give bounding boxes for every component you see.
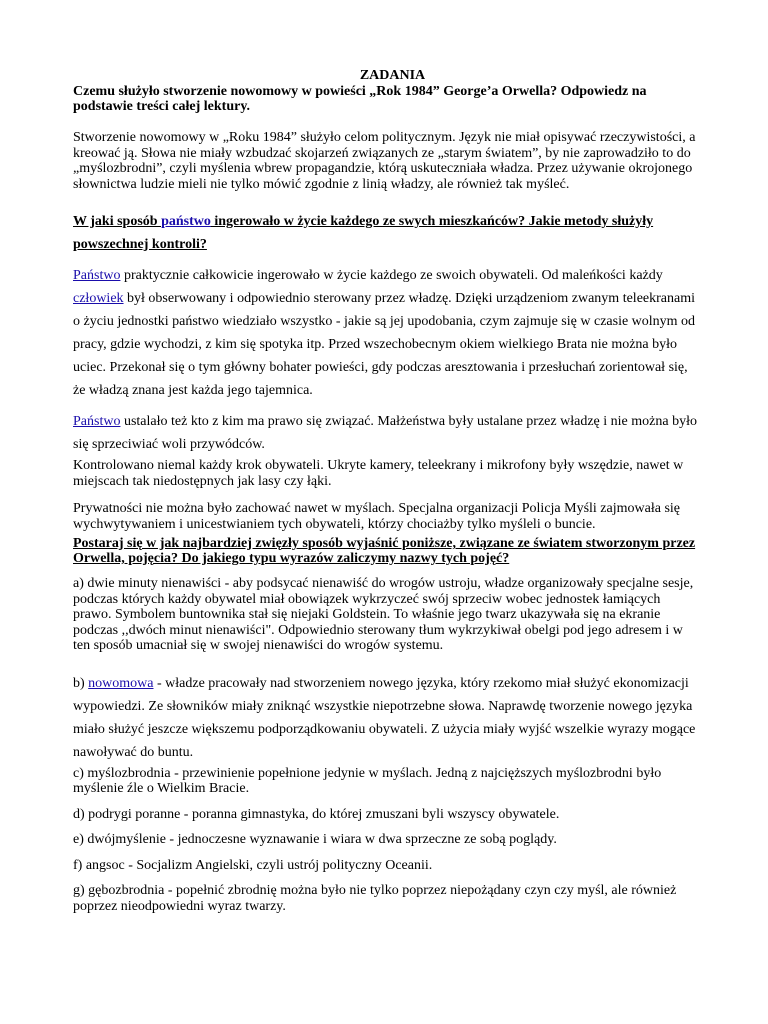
paragraph-privacy: Prywatności nie można było zachować nawet w myślach. Specjalna organizacji Policja Myśli zajmowała się wychwytywaniem i unicestwianiem tych obywateli, którzy chociażby tylko myśleli o buncie. <box>73 501 680 532</box>
item-b-text: - władze pracowały nad stworzeniem nowego języka, który rzekomo miał służyć ekonomizacji wypowiedzi. Ze słowników miały zniknąć wszystkie niepotrzebne słowa. Naprawdę tworzenie nowego języka miało służyć jeszcze większemu podporządkowaniu obywateli. Z użycia miały wyjść wszelkie wyrazy mogące nawoływać do buntu. <box>73 675 696 760</box>
question-1: Czemu służyło stworzenie nowomowy w powieści „Rok 1984” George’a Orwella? Odpowiedz na podstawie treści całej lektury. <box>73 84 647 114</box>
paragraph-control-text-1: praktycznie całkowicie ingerowało w życie każdego ze swoich obywateli. Od maleńkości każdy <box>120 268 663 283</box>
question-3: Postaraj się w jak najbardziej zwięzły sposób wyjaśnić poniższe, związane ze światem stworzonym przez Orwella, pojęcia? Do jakiego typu wyrazów zaliczymy nazwy tych pojęć? <box>73 536 696 566</box>
link-panstwo-question[interactable]: państwo <box>161 214 211 229</box>
item-d: d) podrygi poranne - poranna gimnastyka, do której zmuszani byli wszyscy obywatele. <box>73 806 560 822</box>
paragraph-surveillance: Kontrolowano niemal każdy krok obywateli. Ukryte kamery, teleekrany i mikrofony były wszędzie, nawet w miejscach tak niedostępnych jak lasy czy łąki. <box>73 458 684 489</box>
paragraph-control-text-2: był obserwowany i odpowiednio sterowany przez władzę. Dzięki urządzeniom zwanym teleekranami o życiu jednostki państwo wiedziało wszystko - jakie są jej upodobania, czym zajmuje się w czasie wolnym od pracy, gdzie wychodzi, z kim się spotyka itp. Przed wszechobecnym okiem wielkiego Brata nie można było uciec. Przekonał się o tym główny bohater powieści, gdy podczas aresztowania i przesłuchań zorientował się, że władzą znana jest każda jego tajemnica. <box>73 291 696 398</box>
paragraph-marriage-text: ustalało też kto z kim ma prawo się związać. Małżeństwa były ustalane przez władzę i nie można było się sprzeciwiać woli przywódców. <box>73 414 697 452</box>
answer-1: Stworzenie nowomowy w „Roku 1984” służyło celom politycznym. Język nie miał opisywać rzeczywistości, a kreować ją. Słowa nie miały wzbudzać skojarzeń związanych ze „starym światem”, by nie zaprowadziło to do „myślozbrodni”, czyli myślenia wbrew propagandzie, którą uskuteczniała władza. Przez używanie okrojonego słownictwa ludzie mieli nie tylko mówić zgodnie z linią władzy, ale również tak myśleć. <box>73 130 696 192</box>
item-e: e) dwójmyślenie - jednoczesne wyznawanie i wiara w dwa sprzeczne ze sobą poglądy. <box>73 832 557 847</box>
document-title: ZADANIA <box>359 68 426 83</box>
link-nowomowa[interactable]: nowomowa <box>88 675 154 691</box>
item-g: g) gębozbrodnia - popełnić zbrodnię można było nie tylko poprzez niepożądany czyn czy myśl, ale również poprzez nieodpowiedni wyraz twarzy. <box>73 883 677 914</box>
question-2-text-post: ingerowało w życie każdego ze swych mieszkańców? Jakie metody służyły powszechnej kontroli? <box>73 214 654 252</box>
link-panstwo-1[interactable]: Państwo <box>73 268 121 283</box>
question-2 <box>73 210 698 256</box>
item-b <box>73 672 698 764</box>
item-c: c) myślozbrodnia - przewinienie popełnione jedynie w myślach. Jedną z najcięższych myślozbrodni było myślenie źle o Wielkim Bracie. <box>73 765 662 796</box>
item-a: a) dwie minuty nienawiści - aby podsycać nienawiść do wrogów ustroju, władze organizowały specjalne sesje, podczas których każdy obywatel miał obowiązek wykrzyczeć swój sprzeciw wobec jednostek łamiących prawo. Symbolem buntownika stał się niejaki Goldstein. To właśnie jego twarz ukazywała się na ekranie podczas ,,dwóch minut nienawiści". Odpowiednio sterowany tłum wykrzykiwał obelgi pod jego adresem i w ten sposób umacniał się w swojej nienawiści do wrogów systemu. <box>73 576 694 653</box>
item-b-prefix: b) <box>73 675 89 691</box>
paragraph-control <box>73 264 698 402</box>
link-czlowiek[interactable]: człowiek <box>73 291 124 306</box>
link-panstwo-2[interactable]: Państwo <box>73 414 121 429</box>
document-page <box>73 68 698 914</box>
question-2-text-pre: W jaki sposób <box>73 214 162 229</box>
paragraph-marriage <box>73 410 698 456</box>
item-f: f) angsoc - Socjalizm Angielski, czyli ustrój polityczny Oceanii. <box>73 857 433 873</box>
